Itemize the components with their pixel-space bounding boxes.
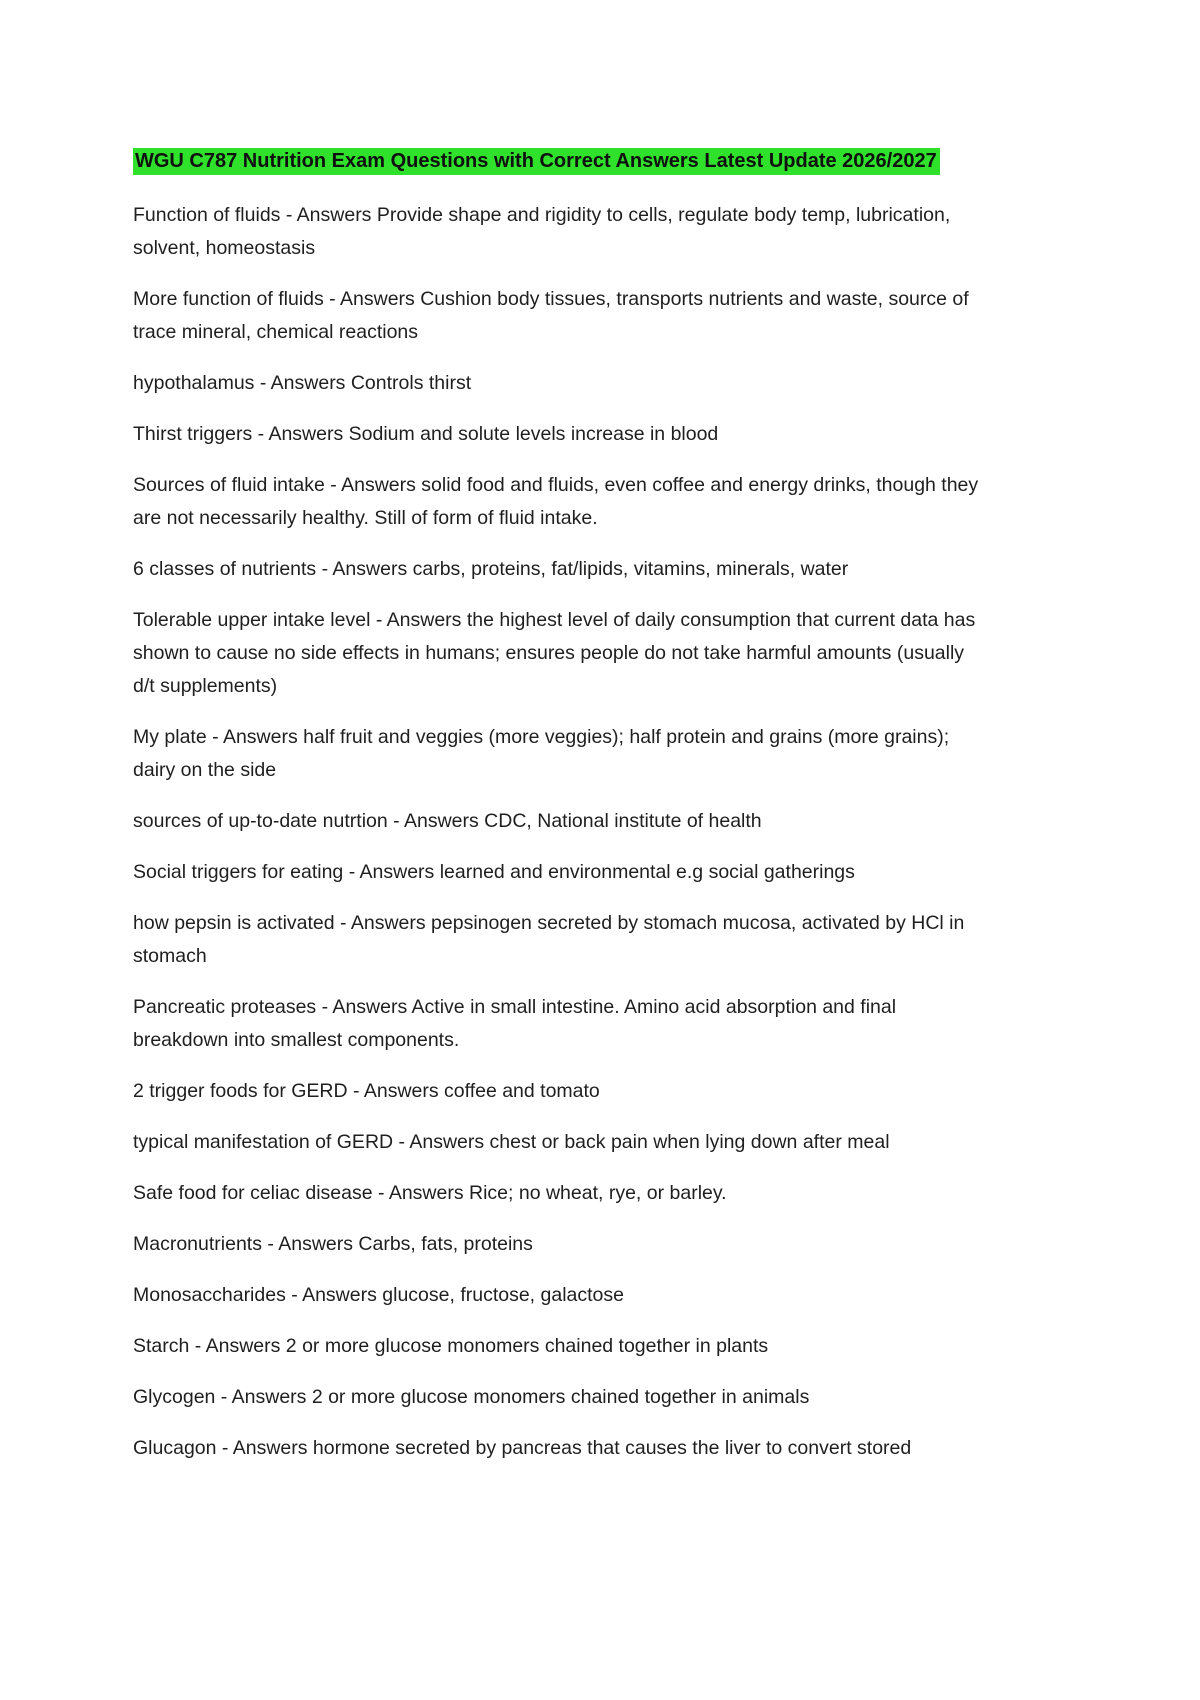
document-title: WGU C787 Nutrition Exam Questions with Correct Answers Latest Update 2026/2027 <box>133 148 940 175</box>
qa-paragraph: Glycogen - Answers 2 or more glucose monomers chained together in animals <box>133 1386 810 1408</box>
qa-paragraph: sources of up-to-date nutrtion - Answers CDC, National institute of health <box>133 810 762 832</box>
qa-paragraph: Function of fluids - Answers Provide shape and rigidity to cells, regulate body temp, lubrication, solvent, homeostasis <box>133 204 951 259</box>
qa-paragraph: Social triggers for eating - Answers learned and environmental e.g social gatherings <box>133 861 855 883</box>
qa-paragraph: typical manifestation of GERD - Answers chest or back pain when lying down after meal <box>133 1131 890 1153</box>
qa-paragraph: hypothalamus - Answers Controls thirst <box>133 372 472 394</box>
qa-paragraph: More function of fluids - Answers Cushion body tissues, transports nutrients and waste, source of trace mineral, chemical reactions <box>133 288 969 343</box>
qa-paragraph: Pancreatic proteases - Answers Active in small intestine. Amino acid absorption and final breakdown into smallest components. <box>133 996 897 1051</box>
qa-paragraph: 2 trigger foods for GERD - Answers coffee and tomato <box>133 1080 600 1102</box>
qa-paragraph: Glucagon - Answers hormone secreted by pancreas that causes the liver to convert stored <box>133 1437 912 1459</box>
qa-paragraph: Tolerable upper intake level - Answers the highest level of daily consumption that current data has shown to cause no side effects in humans; ensures people do not take harmful amounts (usually d/t supplements) <box>133 609 976 697</box>
qa-paragraph: Thirst triggers - Answers Sodium and solute levels increase in blood <box>133 423 719 445</box>
qa-paragraph: Safe food for celiac disease - Answers Rice; no wheat, rye, or barley. <box>133 1182 727 1204</box>
qa-paragraph: 6 classes of nutrients - Answers carbs, proteins, fat/lipids, vitamins, minerals, water <box>133 558 849 580</box>
qa-paragraph: My plate - Answers half fruit and veggies (more veggies); half protein and grains (more grains); dairy on the side <box>133 726 950 781</box>
qa-paragraph: Macronutrients - Answers Carbs, fats, proteins <box>133 1233 533 1255</box>
qa-paragraph: Sources of fluid intake - Answers solid food and fluids, even coffee and energy drinks, though they are not necessarily healthy. Still of form of fluid intake. <box>133 474 979 529</box>
qa-paragraph: Starch - Answers 2 or more glucose monomers chained together in plants <box>133 1335 769 1357</box>
document-content <box>133 0 986 1483</box>
document-title-line <box>133 143 986 175</box>
qa-paragraph: Monosaccharides - Answers glucose, fructose, galactose <box>133 1284 624 1306</box>
qa-paragraph: how pepsin is activated - Answers pepsinogen secreted by stomach mucosa, activated by HCl in stomach <box>133 912 965 967</box>
